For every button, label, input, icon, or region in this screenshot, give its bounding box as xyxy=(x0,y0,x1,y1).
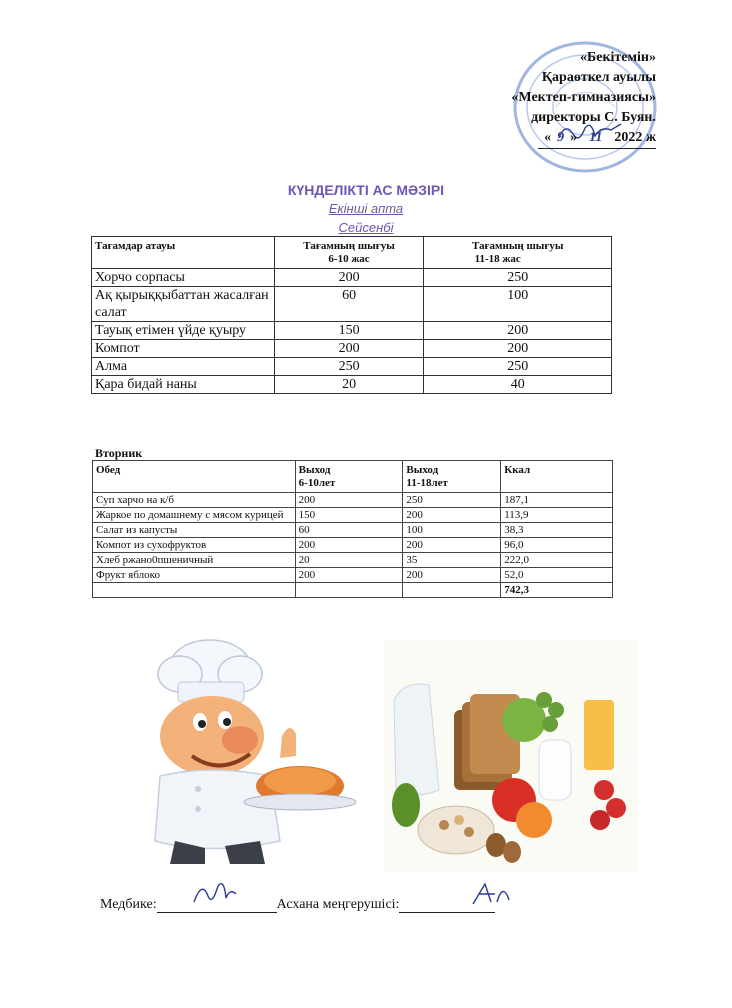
nurse-label: Медбике: xyxy=(100,897,157,912)
table-header-row xyxy=(93,461,613,493)
day-label-russian: Вторник xyxy=(95,446,143,460)
header-kcal: Ккал xyxy=(501,461,613,493)
signature-footer xyxy=(100,896,495,913)
approval-line-4: директоры С. Буян. xyxy=(531,110,656,125)
approval-date: « 9 » 11 2022 ж xyxy=(511,128,656,149)
menu-table-kazakh xyxy=(91,236,612,394)
header-output-6-10: Выход 6-10лет xyxy=(295,461,403,493)
approval-block xyxy=(511,48,656,149)
header-lunch: Обед xyxy=(93,461,296,493)
table-row: Қара бидай наны 20 40 xyxy=(92,376,612,394)
healthy-food-illustration-icon xyxy=(384,640,638,872)
total-kcal: 742,3 xyxy=(501,583,613,598)
menu-day: Сейсенбі xyxy=(338,220,394,235)
approval-line-3: «Мектеп-гимназиясы» xyxy=(511,90,656,105)
approval-line-2: Қараөткел ауылы xyxy=(541,70,656,85)
table-row: Ақ қырыққыбаттан жасалған салат 60 100 xyxy=(92,287,612,322)
nurse-signature-line xyxy=(157,896,277,913)
table-row: Тауық етімен үйде қуыру 150 200 xyxy=(92,322,612,340)
header-portion-6-10: Тағамның шығуы 6-10 жас xyxy=(274,237,424,269)
canteen-head-signature-line xyxy=(399,896,495,913)
date-day: 9 xyxy=(557,130,565,145)
table-row: Жаркое по домашнему с мясом курицей 150 200 113,9 xyxy=(93,508,613,523)
table-row: Хлеб ржано0пшеничный 20 35 222,0 xyxy=(93,553,613,568)
menu-table-russian xyxy=(92,460,613,598)
table-row: Фрукт яблоко 200 200 52,0 xyxy=(93,568,613,583)
chef-illustration-icon xyxy=(100,636,380,876)
table-row: Салат из капусты 60 100 38,3 xyxy=(93,523,613,538)
menu-week: Екінші апта xyxy=(328,201,404,216)
table-row: Компот из сухофруктов 200 200 96,0 xyxy=(93,538,613,553)
table-row: Суп харчо на к/б 200 250 187,1 xyxy=(93,493,613,508)
table-row: Алма 250 250 xyxy=(92,358,612,376)
menu-title: КҮНДЕЛІКТІ АС МӘЗІРІ xyxy=(287,182,445,198)
table-row: Компот 200 200 xyxy=(92,340,612,358)
header-output-11-18: Выход 11-18лет xyxy=(403,461,501,493)
header-dish-name: Тағамдар атауы xyxy=(92,237,275,269)
header-portion-11-18: Тағамның шығуы 11-18 жас xyxy=(424,237,612,269)
date-year: 2022 ж xyxy=(614,130,656,145)
table-total-row xyxy=(93,583,613,598)
approval-line-1: «Бекітемін» xyxy=(579,50,656,65)
table-header-row xyxy=(92,237,612,269)
table-row: Хорчо сорпасы 200 250 xyxy=(92,269,612,287)
date-month: 11 xyxy=(589,130,603,145)
canteen-head-label: Асхана меңгерушісі: xyxy=(276,897,400,912)
